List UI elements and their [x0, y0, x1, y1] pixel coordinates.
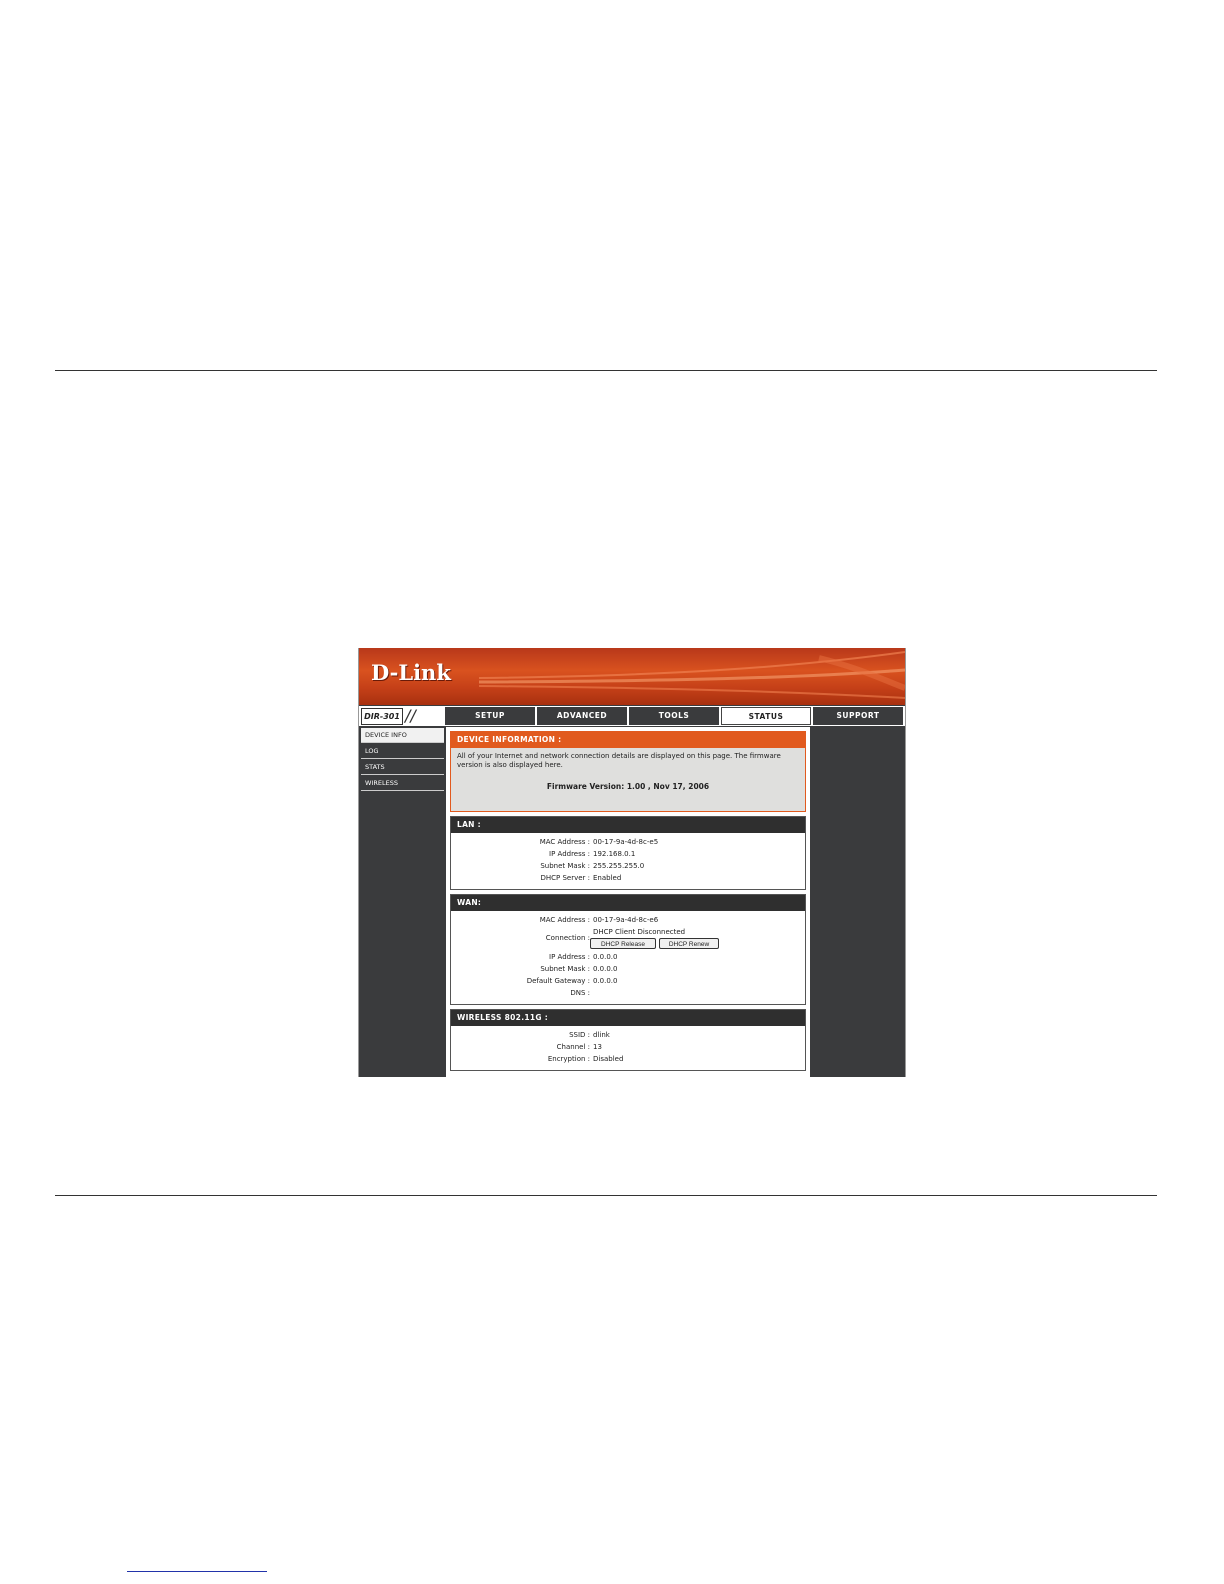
lan-mask-label: Subnet Mask : [540, 862, 590, 870]
lan-title: LAN : [451, 817, 805, 833]
tab-advanced[interactable]: ADVANCED [537, 707, 627, 725]
wan-mac-label: MAC Address : [539, 916, 590, 924]
wan-gateway-label: Default Gateway : [526, 977, 590, 985]
lan-dhcp-value: Enabled [593, 874, 622, 882]
sidebar-item-log[interactable]: LOG [361, 744, 444, 759]
dhcp-renew-button[interactable]: DHCP Renew [659, 938, 719, 949]
sidebar-item-wireless[interactable]: WIRELESS [361, 776, 444, 791]
wireless-channel-label: Channel : [556, 1043, 590, 1051]
device-info-description: All of your Internet and network connection details are displayed on this page. The firmware version is also displayed here. [457, 752, 781, 769]
wan-connection-label: Connection : [545, 934, 590, 942]
model-label: DIR-301 [361, 708, 403, 725]
bottom-divider [55, 1195, 1157, 1196]
device-info-section [450, 731, 806, 812]
wireless-encryption-label: Encryption : [547, 1055, 590, 1063]
sidebar-item-device-info[interactable]: DEVICE INFO [361, 728, 444, 743]
top-divider [55, 370, 1157, 371]
wireless-channel-value: 13 [593, 1043, 602, 1051]
slash-decoration-icon: // [405, 706, 416, 725]
lan-dhcp-label: DHCP Server : [540, 874, 590, 882]
wireless-encryption-value: Disabled [593, 1055, 624, 1063]
right-column [812, 727, 905, 1077]
tab-support[interactable]: SUPPORT [813, 707, 903, 725]
device-info-title: DEVICE INFORMATION : [451, 732, 805, 748]
wan-ip-value: 0.0.0.0 [593, 953, 618, 961]
lan-section [450, 816, 806, 890]
wan-ip-label: IP Address : [549, 953, 590, 961]
wan-gateway-value: 0.0.0.0 [593, 977, 618, 985]
dlink-logo: D-Link [371, 660, 451, 685]
tab-status[interactable]: STATUS [721, 707, 811, 725]
footer-link-underline [127, 1571, 267, 1572]
tab-tools[interactable]: TOOLS [629, 707, 719, 725]
sidebar [361, 727, 444, 1077]
dlink-banner [359, 648, 905, 705]
lan-mask-value: 255.255.255.0 [593, 862, 645, 870]
wireless-title: WIRELESS 802.11G : [451, 1010, 805, 1026]
lan-mac-label: MAC Address : [539, 838, 590, 846]
wan-title: WAN: [451, 895, 805, 911]
wireless-ssid-value: dlink [593, 1031, 610, 1039]
dhcp-release-button[interactable]: DHCP Release [590, 938, 656, 949]
wan-connection-value: DHCP Client Disconnected [593, 928, 686, 936]
wireless-section [450, 1009, 806, 1071]
wan-mac-value: 00-17-9a-4d-8c-e6 [593, 916, 659, 924]
wan-dns-label: DNS : [570, 989, 590, 997]
main-content [446, 727, 810, 1077]
lan-mac-value: 00-17-9a-4d-8c-e5 [593, 838, 659, 846]
lan-ip-label: IP Address : [549, 850, 590, 858]
router-status-screenshot [358, 648, 906, 1077]
wan-section [450, 894, 806, 1005]
wan-mask-value: 0.0.0.0 [593, 965, 618, 973]
firmware-version: Firmware Version: 1.00 , Nov 17, 2006 [546, 782, 710, 791]
lan-ip-value: 192.168.0.1 [593, 850, 636, 858]
wireless-ssid-label: SSID : [569, 1031, 590, 1039]
wan-mask-label: Subnet Mask : [540, 965, 590, 973]
tab-setup[interactable]: SETUP [445, 707, 535, 725]
sidebar-item-stats[interactable]: STATS [361, 760, 444, 775]
